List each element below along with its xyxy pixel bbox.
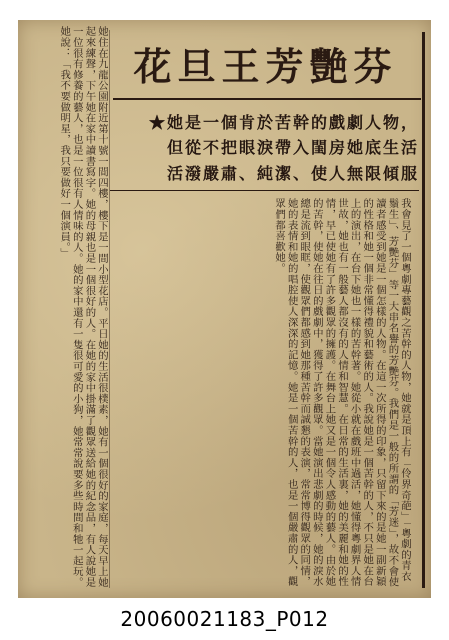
slogan-line-3: 活潑嚴肅、純潔、使人無限傾服 — [166, 164, 419, 183]
slogan-rule — [110, 190, 419, 191]
slogan-line-1: ★她是一個肯於苦幹的戲劇人物， — [148, 113, 419, 132]
border-rule — [422, 32, 425, 588]
archive-caption: 20060021183_P012 — [120, 607, 329, 631]
side-article-text: 她住在九龍公園附近第十號一間四樓，樓下是一間小型花店。平日她的生活很樸素，她有一個很好的家庭，每天早上她起來練聲，下午她在家中讀書寫字。她的母親也是一個很好的人。在她的家中掛滿了觀眾送給她的紀念品，有人說她是一位很有修養的藝人，也是一位很有人情味的人。她的家中還有一隻很可愛的小狗，她常常說要多些時間和牠一起玩。她說：「我不要做明星，我只要做好一個演員。」 — [58, 26, 108, 588]
article-body: 我會見了一個粵劇專藝觀之苦幹的人物，她就是頂上有「伶界奇葩」「粵劇的青衣鬚生」、芳艷芬」等一大串名譽的芳艷芬。我們是一般的所謂的「芳迷」，故不會使讀者感受到她是一個怎樣的人物。在這一次所得的印象，只留下來的是她一副新穎的性格和她一個非常懂得禮貌和藝術的人。我說她是一個苦幹的人，不只是她在台上的演出，在台下她也一樣的苦幹著。她從小就在戲班中過活，她懂得粵劇界人情世故，她也有一般藝人都沒有的人情和智慧。在日常的生活裏，她的美麗和她的性情，早已使她有了許多觀眾的擁護。在舞台上她又是一個令人感動的藝人。由於她的苦幹，使她在往日的戲劇中，獲得了許多觀眾。當她演出悲劇的時候，她的淚水總是流到眼眶，使觀眾們都感到她那種苦幹而誠懇的表演，常常博得觀眾的同情，她的表情和她的唱腔使人深深的記憶。她是一個苦幹的人，也是一個嚴肅的人，觀眾們都喜歡她。 — [273, 198, 411, 588]
title-rule — [113, 98, 421, 100]
article-title: 花旦王芳艷芬 — [133, 43, 398, 89]
slogan-line-2: 但從不把眼淚帶入閨房她底生活 — [166, 138, 419, 157]
newspaper-clipping — [18, 20, 431, 598]
